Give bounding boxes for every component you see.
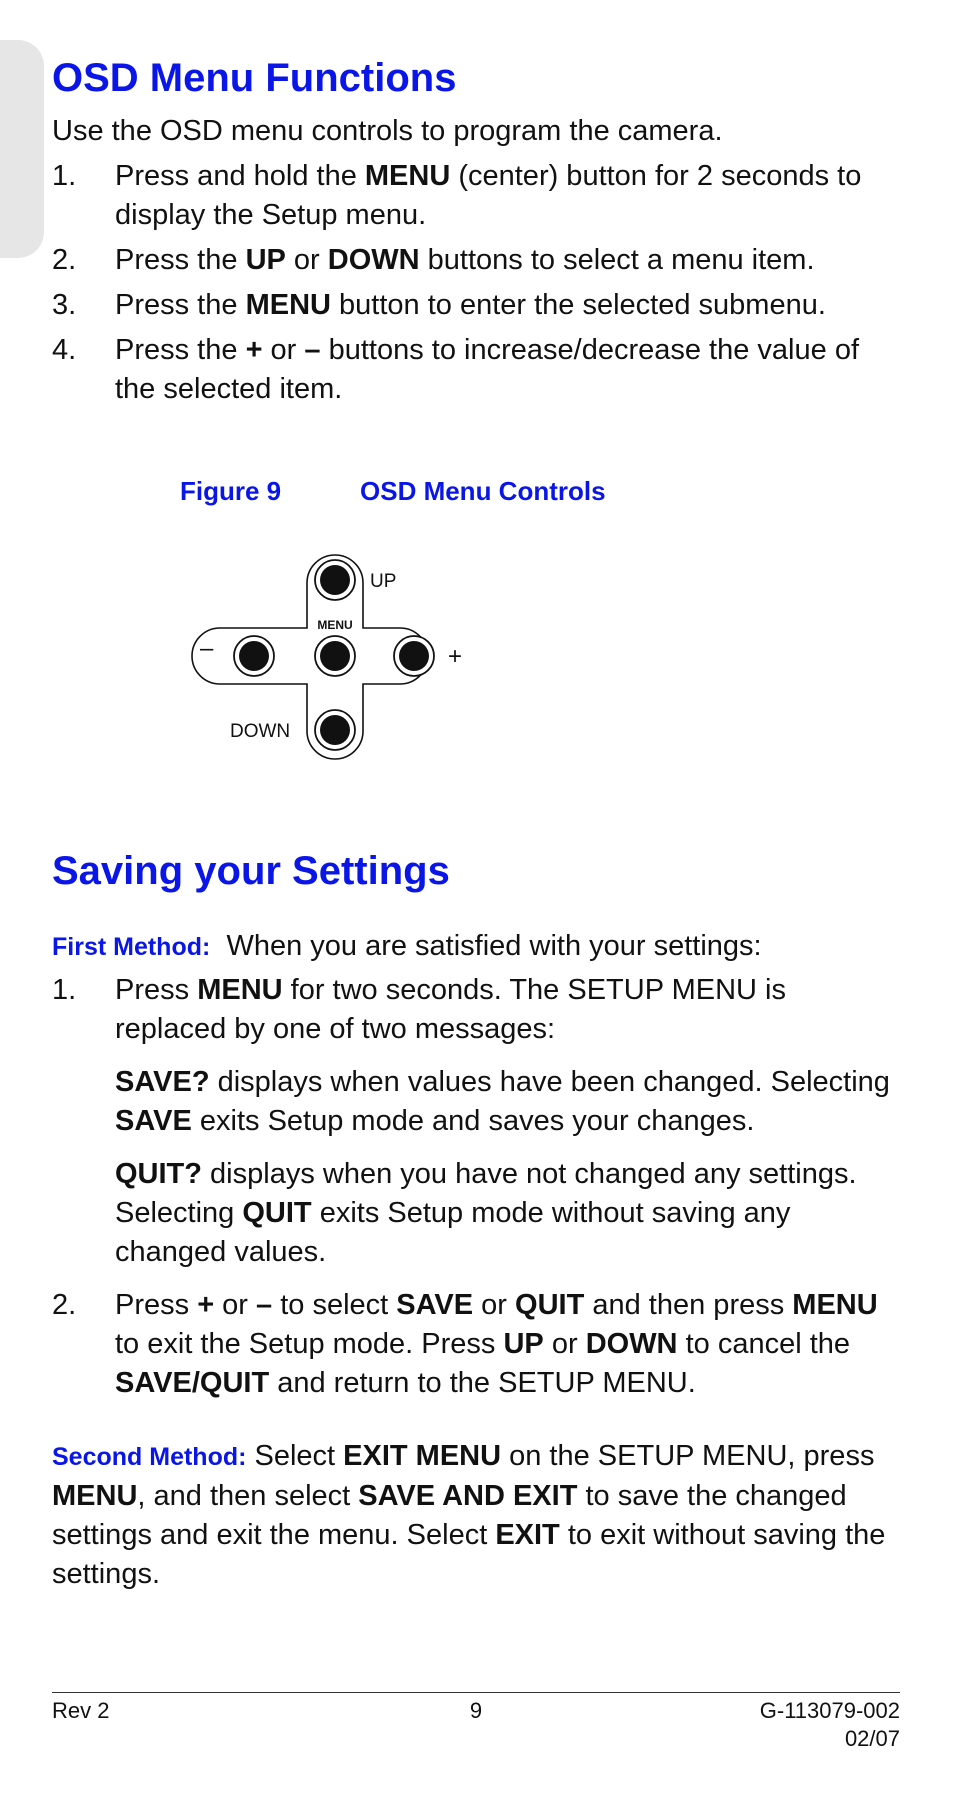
minus-button[interactable]: [234, 636, 274, 676]
osd-step-2: 2. Press the UP or DOWN buttons to select a menu item.: [52, 244, 815, 276]
up-button[interactable]: [315, 560, 355, 600]
osd-steps: [52, 157, 902, 409]
figure-number: Figure 9: [180, 476, 282, 506]
osd-intro: Use the OSD menu controls to program the camera.: [52, 115, 723, 147]
minus-label: –: [200, 635, 214, 662]
osd-step-4: 4. Press the + or – buttons to increase/decrease the value of the selected item.: [52, 334, 860, 405]
down-label: DOWN: [230, 721, 291, 742]
page-footer: [52, 1692, 900, 1751]
menu-label: MENU: [317, 618, 353, 632]
footer-revision: Rev 2: [52, 1698, 110, 1723]
plus-button[interactable]: [394, 636, 434, 676]
plus-label: +: [448, 643, 463, 670]
footer-doc-id: G-113079-002 02/07: [759, 1698, 900, 1751]
second-method-label: Second Method:: [52, 1443, 247, 1471]
figure-title: OSD Menu Controls: [360, 476, 606, 506]
section-title-osd: OSD Menu Functions: [52, 56, 457, 100]
page-side-tab: [0, 40, 44, 258]
second-method: Second Method: Select EXIT MENU on the SETUP MENU, press MENU, and then select SAVE AND EXIT to save the changed settings and exit the menu. Select EXIT to exit without saving the settings.: [52, 1440, 886, 1590]
menu-button[interactable]: [315, 636, 355, 676]
osd-step-3: 3. Press the MENU button to enter the selected submenu.: [52, 289, 826, 321]
first-method-label: First Method:: [52, 933, 211, 961]
save-step-1: 1. Press MENU for two seconds. The SETUP MENU is replaced by one of two messages: SAVE? displays when values have been changed. Selecting SAVE exits Setup mode and saves your changes. QUIT? displays when you have not changed any settings. Selecting QUIT exits Setup mode without saving any changed values.: [52, 971, 902, 1272]
osd-step-1: 1. Press and hold the MENU (center) button for 2 seconds to display the Setup menu.: [52, 160, 862, 231]
footer-page-number: 9: [469, 1698, 483, 1723]
up-label: UP: [370, 571, 397, 592]
save-steps: [52, 971, 902, 1403]
save-step-2: 2. Press + or – to select SAVE or QUIT and then press MENU to exit the Setup mode. Press UP or DOWN to cancel the SAVE/QUIT and return to the SETUP MENU.: [52, 1289, 878, 1399]
first-method: First Method: When you are satisfied with your settings:: [52, 930, 762, 962]
section-title-saving: Saving your Settings: [52, 849, 450, 893]
down-button[interactable]: [315, 710, 355, 750]
page-content: [52, 52, 902, 409]
osd-controls-diagram: [190, 535, 490, 775]
saving-section: [52, 845, 902, 1594]
quit-paragraph: QUIT? displays when you have not changed any settings. Selecting QUIT exits Setup mode without saving any changed values.: [115, 1158, 857, 1268]
save-paragraph: SAVE? displays when values have been changed. Selecting SAVE exits Setup mode and saves your changes.: [115, 1066, 890, 1137]
